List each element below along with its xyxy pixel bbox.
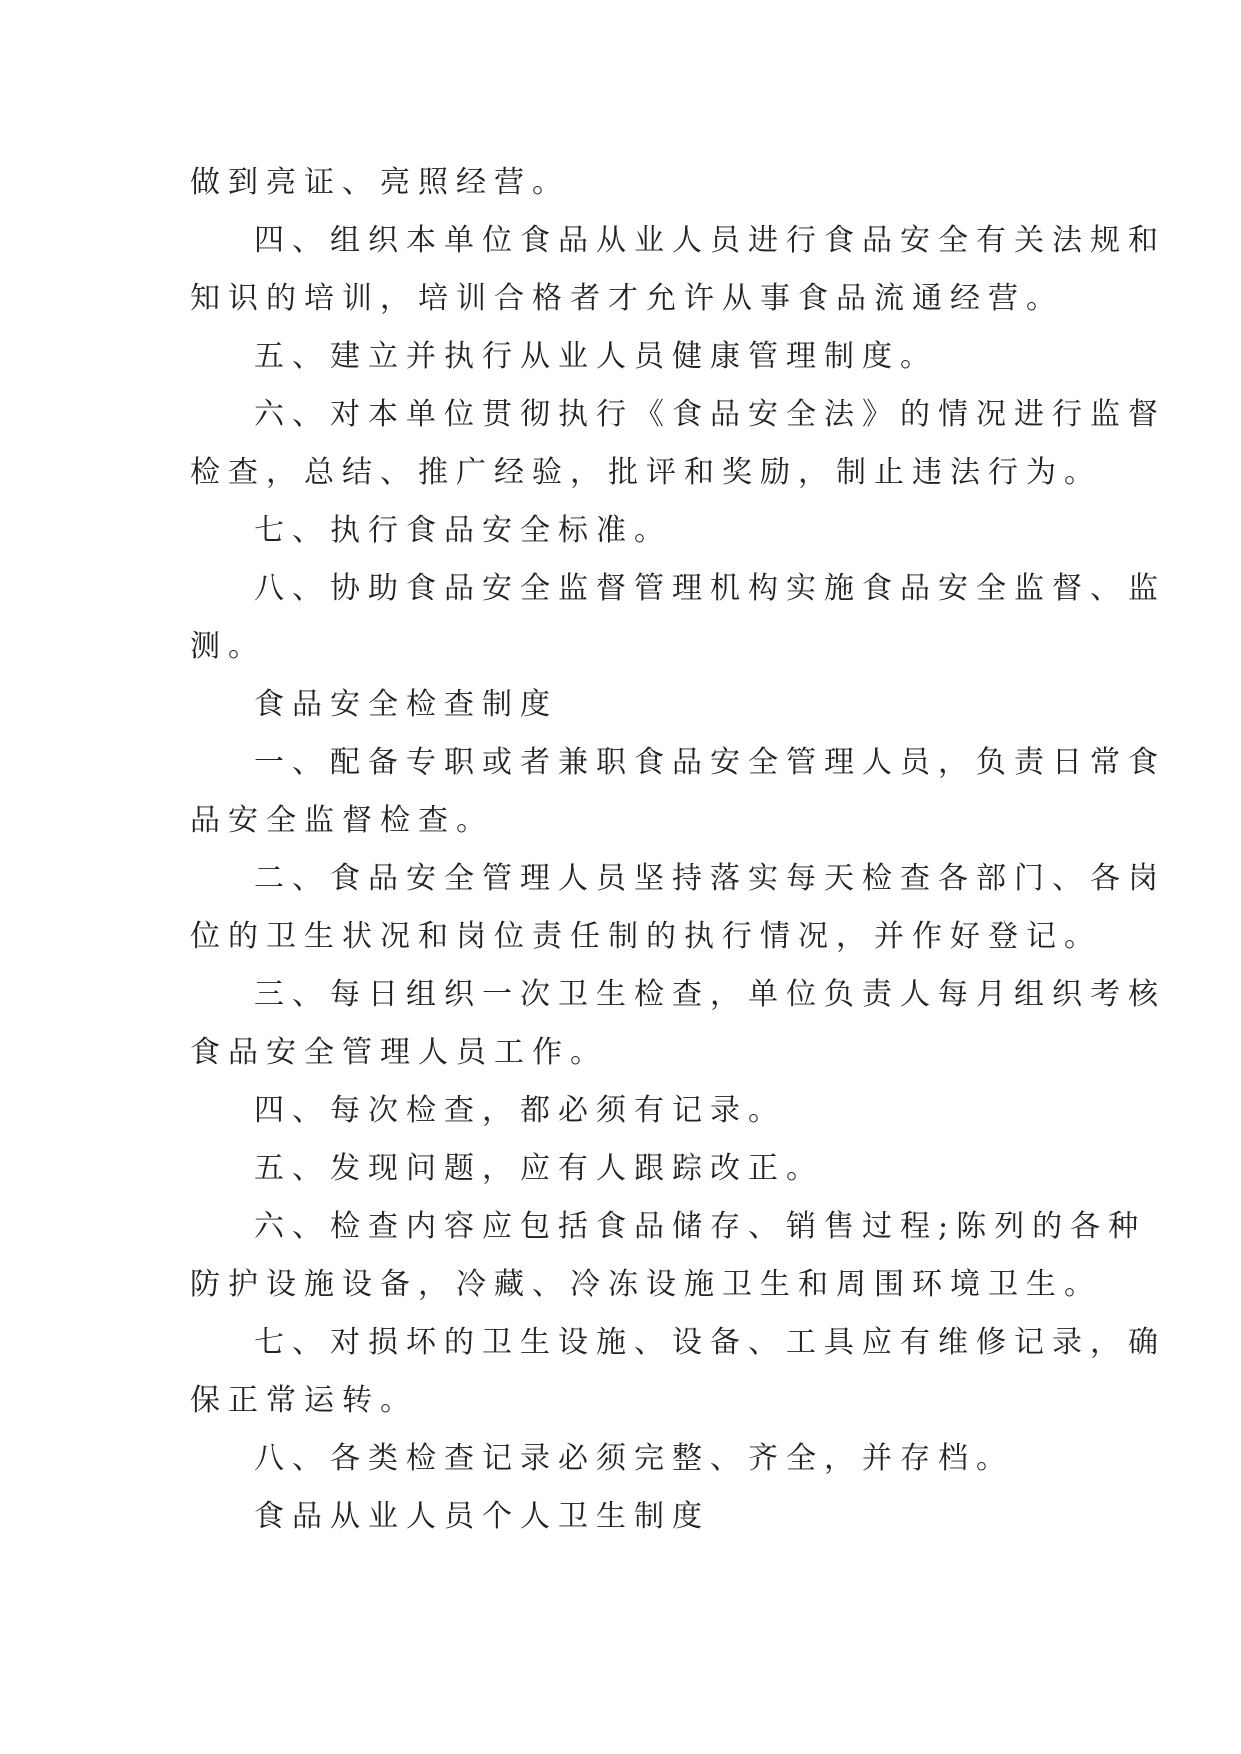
text-line: 六、对本单位贯彻执行《食品安全法》的情况进行监督 xyxy=(254,397,1166,432)
text-line: 食品安全管理人员工作。 xyxy=(190,1035,608,1070)
text-line: 检查，总结、推广经验，批评和奖励，制止违法行为。 xyxy=(190,455,1102,490)
text-line: 五、发现问题，应有人跟踪改正。 xyxy=(254,1151,824,1186)
text-line: 七、对损坏的卫生设施、设备、工具应有维修记录，确 xyxy=(254,1325,1166,1360)
text-line: 四、每次检查，都必须有记录。 xyxy=(254,1093,786,1128)
text-line: 八、各类检查记录必须完整、齐全，并存档。 xyxy=(254,1441,1014,1476)
text-line: 位的卫生状况和岗位责任制的执行情况，并作好登记。 xyxy=(190,919,1102,954)
text-line: 四、组织本单位食品从业人员进行食品安全有关法规和 xyxy=(254,223,1166,258)
text-line: 一、配备专职或者兼职食品安全管理人员，负责日常食 xyxy=(254,745,1166,780)
text-line: 防护设施设备，冷藏、冷冻设施卫生和周围环境卫生。 xyxy=(190,1267,1102,1302)
text-line: 六、检查内容应包括食品储存、销售过程;陈列的各种 xyxy=(254,1209,1147,1244)
document-body xyxy=(190,154,1166,1546)
section-heading: 食品从业人员个人卫生制度 xyxy=(254,1499,710,1534)
text-line: 五、建立并执行从业人员健康管理制度。 xyxy=(254,339,938,374)
text-line: 七、执行食品安全标准。 xyxy=(254,513,672,548)
text-line: 品安全监督检查。 xyxy=(190,803,494,838)
text-line: 二、食品安全管理人员坚持落实每天检查各部门、各岗 xyxy=(254,861,1166,896)
text-line: 三、每日组织一次卫生检查，单位负责人每月组织考核 xyxy=(254,977,1166,1012)
text-line: 八、协助食品安全监督管理机构实施食品安全监督、监 xyxy=(254,571,1166,606)
text-line: 保正常运转。 xyxy=(190,1383,418,1418)
text-line: 做到亮证、亮照经营。 xyxy=(190,165,570,200)
section-heading: 食品安全检查制度 xyxy=(254,687,558,722)
text-line: 知识的培训，培训合格者才允许从事食品流通经营。 xyxy=(190,281,1064,316)
text-line: 测。 xyxy=(190,629,266,664)
